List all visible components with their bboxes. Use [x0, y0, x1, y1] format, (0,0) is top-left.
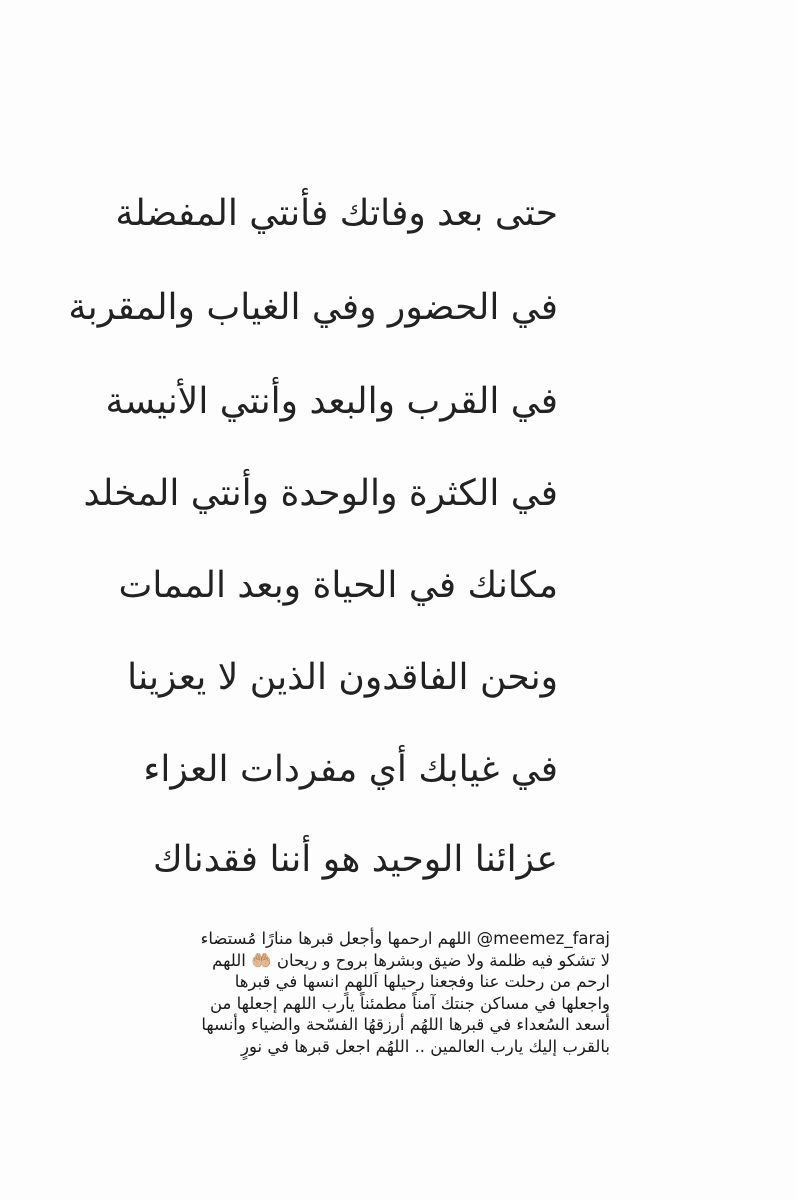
poem-line-7: في غيابك أي مفردات العزاء	[143, 749, 558, 790]
poem-line-5: مكانك في الحياة وبعد الممات	[118, 565, 558, 606]
poem-line-1: حتى بعد وفاتك فأنتي المفضلة	[115, 193, 558, 234]
poem-line-6: ونحن الفاقدون الذين لا يعزينا	[127, 657, 558, 698]
user-mention-link[interactable]: @meemez_faraj	[476, 929, 610, 948]
poem-line-2: في الحضور وفي الغياب والمقربة	[68, 287, 558, 328]
open-hands-icon: 🤲🏼	[251, 950, 272, 970]
caption-text-part-1: اللهم ارحمها وأجعل قبرها منارًا مُستضاء لا تشكو فيه ظلمة ولا ضيق وبشرها بروح و ريحان	[200, 929, 610, 970]
caption-text-part-2: اللهم ارحم من رحلت عنا وفجعنا رحيلها اَللهمٍ انسها في قبرها واجعلها في مساكن جنتك آمناً مطمئناً يارب اللهم إجعلها من أسعد السُعداء في قبرها اللهُم أرزقهُا الفسّحة والضياء وأنسها بالقرب إليك يارب العالمين .. اللهُم اجعل قبرها في نورٍ	[201, 950, 610, 1056]
poem-line-3: في القرب والبعد وأنتي الأنيسة	[105, 381, 558, 422]
poem-line-8: عزائنا الوحيد هو أننا فقدناك	[153, 839, 558, 880]
caption-text	[190, 928, 610, 1058]
poem-line-4: في الكثرة والوحدة وأنتي المخلد	[83, 473, 558, 514]
